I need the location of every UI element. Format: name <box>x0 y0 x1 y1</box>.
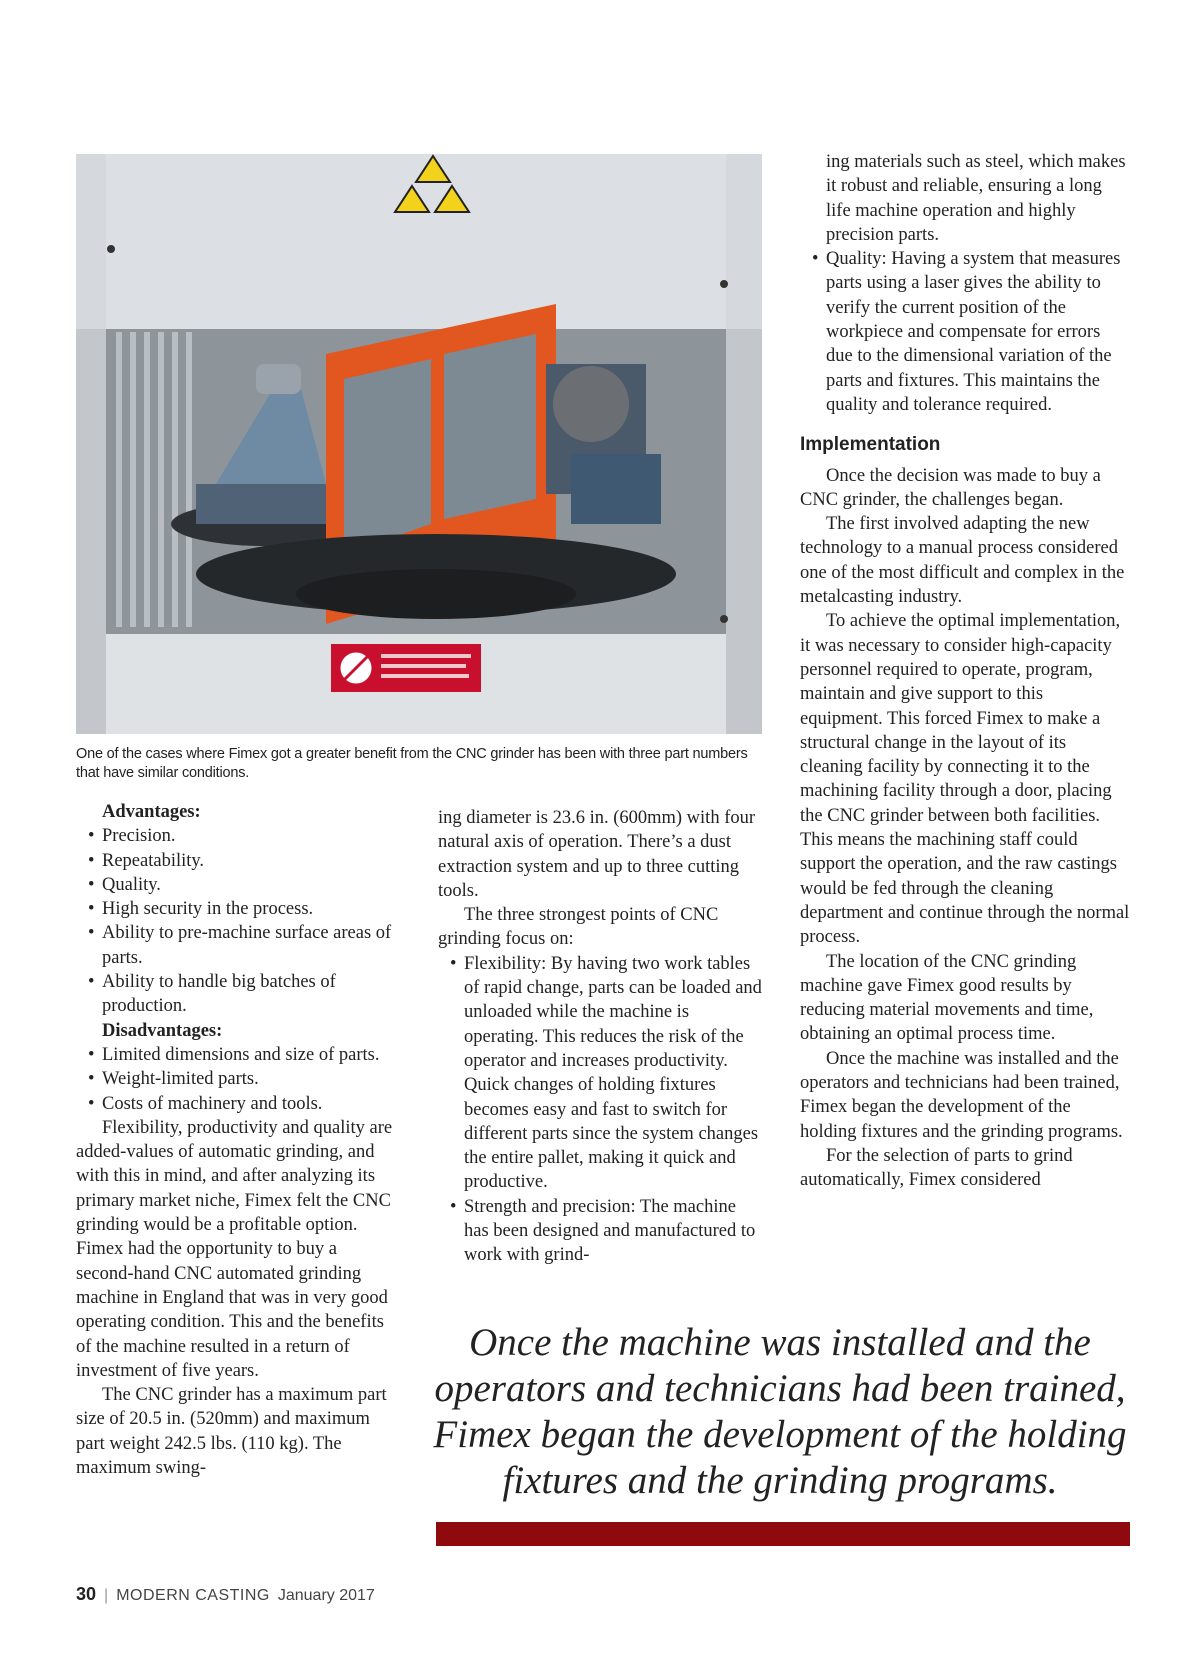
body-paragraph: The location of the CNC grinding machine gave Fimex good results by reducing material movements and time, obtaining an optimal process time. <box>800 951 1094 1045</box>
disadvantages-list <box>76 1043 394 1116</box>
page-footer <box>76 1584 375 1605</box>
cnc-grinder-photo <box>76 154 762 734</box>
quality-list <box>800 247 1130 417</box>
body-paragraph: For the selection of parts to grind automatically, Fimex considered <box>800 1145 1073 1191</box>
cnc-grinder-photo-icon <box>76 154 762 734</box>
list-item: • Quality: Having a system that measures parts using a laser gives the ability to verify the current position of the workpiece and compensate for errors due to the dimensional variation of the parts and fixtures. This maintains the quality and tolerance required. <box>800 247 1130 417</box>
body-paragraph: ing diameter is 23.6 in. (600mm) with four natural axis of operation. There’s a dust extraction system and up to three cutting tools. <box>438 808 756 901</box>
body-paragraph: The first involved adapting the new technology to a manual process considered one of the most difficult and complex in the metalcasting industry. <box>800 514 1125 608</box>
list-item: • Strength and precision: The machine has been designed and manufactured to work with grind- <box>438 1195 763 1268</box>
page-number: 30 <box>76 1584 97 1604</box>
column-3 <box>800 150 1130 1192</box>
list-item: • Ability to pre-machine surface areas of parts. <box>76 921 394 970</box>
body-paragraph: Once the decision was made to buy a CNC grinder, the challenges began. <box>800 465 1101 510</box>
list-item: • Precision. <box>76 824 394 848</box>
advantages-list <box>76 824 394 1018</box>
list-item: • Costs of machinery and tools. <box>76 1092 394 1116</box>
list-item: • Flexibility: By having two work tables of rapid change, parts can be loaded and unloaded while the machine is operating. This reduces the risk of the operator and increases productivity. Quick changes of holding fixtures becomes easy and fast to switch for different parts since the system changes the entire pallet, making it quick and productive. <box>438 952 763 1195</box>
list-item: • Quality. <box>76 873 394 897</box>
list-item: • Repeatability. <box>76 849 394 873</box>
magazine-name: MODERN CASTING <box>116 1587 270 1604</box>
accent-bar <box>436 1522 1130 1546</box>
photo-caption: One of the cases where Fimex got a greater benefit from the CNC grinder has been with three part numbers that have similar conditions. <box>76 746 748 781</box>
advantages-heading: Advantages: <box>102 802 201 822</box>
pull-quote: Once the machine was installed and the operators and technicians had been trained, Fimex began the development of the holding fixtures and the grinding programs. <box>433 1321 1127 1502</box>
column-2 <box>438 806 763 1268</box>
body-paragraph: The three strongest points of CNC grinding focus on: <box>438 905 719 950</box>
body-paragraph: ing materials such as steel, which makes it robust and reliable, ensuring a long life machine operation and highly precision parts. <box>826 152 1126 245</box>
column-1 <box>76 800 394 1480</box>
body-paragraph: The CNC grinder has a maximum part size of 20.5 in. (520mm) and maximum part weight 242.5 lbs. (110 kg). The maximum swing- <box>76 1385 387 1479</box>
disadvantages-heading: Disadvantages: <box>102 1020 223 1041</box>
body-paragraph: Once the machine was installed and the operators and technicians had been trained, Fimex began the development of the holding fixtures and the grinding programs. <box>800 1048 1123 1142</box>
issue-date: January 2017 <box>277 1587 375 1604</box>
body-paragraph: To achieve the optimal implementation, it was necessary to consider high-capacity personnel required to operate, program, maintain and give support to this equipment. This forced Fimex to make a structural change in the layout of its cleaning facility by connecting it to the machining facility through a door, placing the CNC grinder between both facilities. This means the machining staff could support the operation, and the raw castings would be fed through the cleaning department and continue through the normal process. <box>800 611 1130 948</box>
list-item: • Limited dimensions and size of parts. <box>76 1043 394 1067</box>
list-item: • Ability to handle big batches of production. <box>76 970 394 1019</box>
footer-separator: | <box>104 1587 109 1604</box>
strengths-list <box>438 952 763 1268</box>
section-heading: Implementation <box>800 434 941 456</box>
list-item: • High security in the process. <box>76 897 394 921</box>
body-paragraph: Flexibility, productivity and quality are added-values of automatic grinding, and with this in mind, and after analyzing its primary market niche, Fimex felt the CNC grinding would be a profitable option. Fimex had the opportunity to buy a second-hand CNC automated grinding machine in England that was in very good operating condition. This and the benefits of the machine resulted in a return of investment of five years. <box>76 1117 393 1381</box>
list-item: • Weight-limited parts. <box>76 1067 394 1091</box>
